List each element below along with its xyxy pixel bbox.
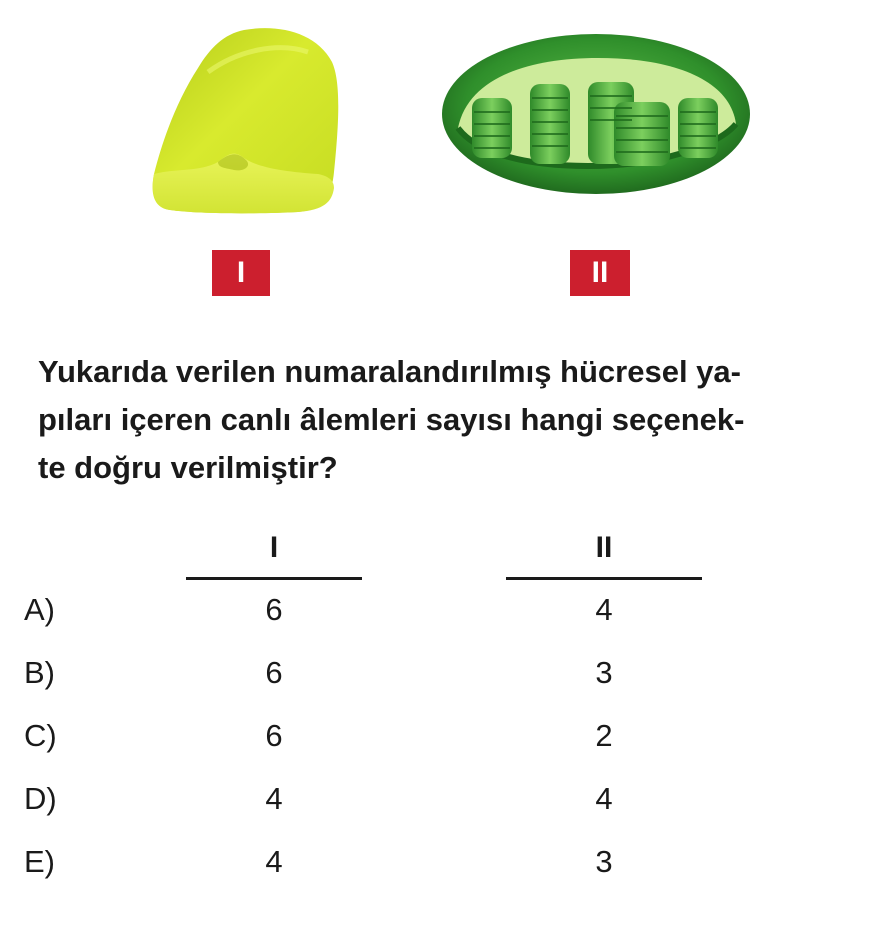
- option-letter: E): [24, 844, 55, 879]
- option-value-i: 4: [265, 781, 283, 816]
- option-letter: D): [24, 781, 57, 816]
- answer-option-c[interactable]: [0, 716, 894, 756]
- option-value-i: 6: [265, 592, 283, 627]
- cell-wall-illustration: [148, 22, 340, 218]
- figure-label-ii: II: [570, 250, 630, 296]
- option-letter: C): [24, 718, 57, 753]
- question-line: te doğru verilmiştir?: [38, 450, 338, 485]
- option-letter: A): [24, 592, 55, 627]
- option-value-ii: 3: [595, 655, 613, 690]
- option-value-ii: 2: [595, 718, 613, 753]
- answer-option-e[interactable]: [0, 842, 894, 882]
- option-value-ii: 3: [595, 844, 613, 879]
- answer-option-a[interactable]: [0, 590, 894, 630]
- question-text: [38, 348, 838, 492]
- option-value-ii: 4: [595, 781, 613, 816]
- option-value-ii: 4: [595, 592, 613, 627]
- chloroplast-illustration: [438, 28, 754, 204]
- answer-option-b[interactable]: [0, 653, 894, 693]
- option-letter: B): [24, 655, 55, 690]
- column-rule: [186, 577, 362, 580]
- column-rule: [506, 577, 702, 580]
- option-value-i: 6: [265, 718, 283, 753]
- question-line: pıları içeren canlı âlemleri sayısı hangi seçenek-: [38, 402, 745, 437]
- answer-option-d[interactable]: [0, 779, 894, 819]
- question-line: Yukarıda verilen numaralandırılmış hücresel ya-: [38, 354, 741, 389]
- option-value-i: 6: [265, 655, 283, 690]
- figure-label-i: I: [212, 250, 270, 296]
- column-header-i: I: [269, 531, 279, 564]
- option-value-i: 4: [265, 844, 283, 879]
- column-header-ii: II: [595, 531, 613, 564]
